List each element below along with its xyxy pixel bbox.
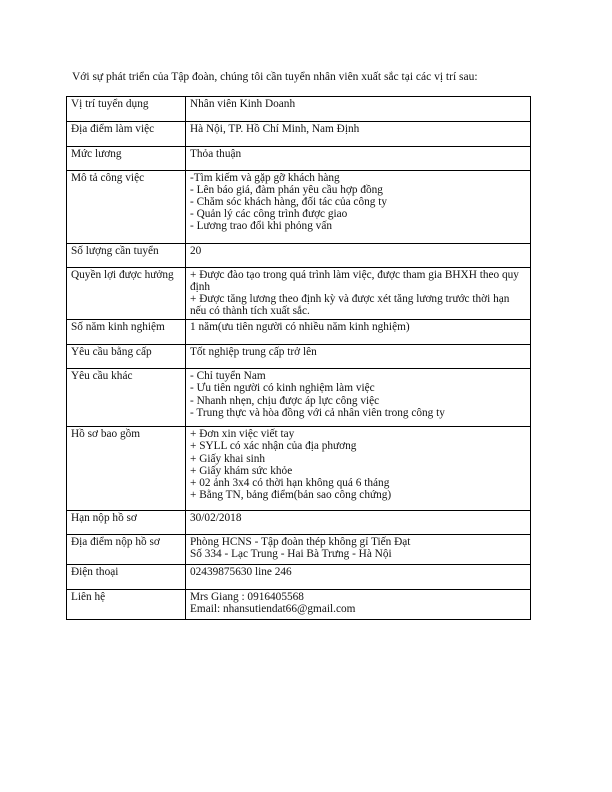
value-line: + Được đào tạo trong quá trình làm việc, được tham gia BHXH theo quy định	[190, 269, 519, 294]
row-value	[186, 320, 531, 345]
row-value	[186, 535, 531, 565]
table-row	[67, 97, 531, 122]
table-row	[67, 535, 531, 565]
row-label: Vị trí tuyển dụng	[67, 97, 186, 122]
value-line: Hà Nội, TP. Hồ Chí Minh, Nam Định	[190, 123, 360, 135]
value-line: - Ưu tiên người có kinh nghiệm làm việc	[190, 382, 375, 395]
row-value	[186, 427, 531, 511]
table-row	[67, 369, 531, 427]
value-line: 1 năm(ưu tiên người có nhiều năm kinh nghiệm)	[190, 321, 410, 334]
value-line: + Đơn xin việc viết tay	[190, 428, 295, 441]
row-value	[186, 511, 531, 535]
row-value	[186, 345, 531, 369]
row-label: Hạn nộp hồ sơ	[67, 511, 186, 535]
value-line: 02439875630 line 246	[190, 566, 292, 579]
table-row	[67, 565, 531, 590]
row-label: Số lượng cần tuyển	[67, 244, 186, 268]
table-row	[67, 590, 531, 620]
row-label: Yêu cầu bằng cấp	[67, 345, 186, 369]
value-line: Email: nhansutiendat66@gmail.com	[190, 603, 356, 616]
value-line: + 02 ảnh 3x4 có thời hạn không quá 6 tháng	[190, 476, 390, 489]
value-line: - Lên báo giá, đàm phán yêu cầu hợp đồng	[190, 184, 383, 197]
row-label: Địa điểm làm việc	[67, 122, 186, 147]
row-label: Quyền lợi được hưởng	[67, 268, 186, 320]
table-row	[67, 147, 531, 171]
table-row	[67, 268, 531, 320]
table-row	[67, 171, 531, 244]
value-line: + Được tăng lương theo định kỳ và được xét tăng lương trước thời hạn nếu có thành tích xuất sắc.	[190, 293, 510, 318]
row-label: Yêu cầu khác	[67, 369, 186, 427]
row-value	[186, 147, 531, 171]
value-line: + Giấy khai sinh	[190, 452, 266, 465]
row-value	[186, 268, 531, 320]
value-line: + SYLL có xác nhận của địa phương	[190, 440, 357, 453]
value-line: -Tìm kiếm và gặp gỡ khách hàng	[190, 172, 340, 184]
row-label: Số năm kinh nghiệm	[67, 320, 186, 345]
row-value	[186, 122, 531, 147]
value-line: - Nhanh nhẹn, chịu được áp lực công việc	[190, 394, 380, 407]
row-label: Địa điểm nộp hồ sơ	[67, 535, 186, 565]
value-line: Nhân viên Kinh Doanh	[190, 98, 296, 110]
value-line: - Trung thực và hòa đồng với cả nhân viên trong công ty	[190, 406, 445, 419]
row-value	[186, 590, 531, 620]
table-row	[67, 320, 531, 345]
value-line: Mrs Giang : 0916405568	[190, 591, 304, 604]
row-label: Mức lương	[67, 147, 186, 171]
row-value	[186, 97, 531, 122]
value-line: - Chăm sóc khách hàng, đối tác của công ty	[190, 196, 388, 209]
value-line: Số 334 - Lạc Trung - Hai Bà Trưng - Hà Nội	[190, 548, 392, 561]
table-row	[67, 122, 531, 147]
table-row	[67, 511, 531, 535]
row-value	[186, 171, 531, 244]
table-row	[67, 244, 531, 268]
value-line: + Giấy khám sức khỏe	[190, 464, 293, 477]
table-row	[67, 427, 531, 511]
intro-text: Với sự phát triển của Tập đoàn, chúng tôi cần tuyển nhân viên xuất sắc tại các vị trí sau:	[72, 71, 478, 83]
value-line: - Quản lý các công trình được giao	[190, 208, 348, 221]
row-value	[186, 369, 531, 427]
value-line: - Lương trao đổi khi phỏng vấn	[190, 220, 332, 233]
value-line: - Chỉ tuyển Nam	[190, 370, 266, 383]
value-line: 20	[190, 245, 202, 257]
value-line: Tốt nghiệp trung cấp trở lên	[190, 346, 317, 359]
row-value	[186, 565, 531, 590]
table-row	[67, 345, 531, 369]
value-line: 30/02/2018	[190, 512, 242, 525]
value-line: + Bằng TN, bảng điểm(bản sao công chứng)	[190, 488, 392, 501]
job-details-table	[66, 96, 531, 620]
row-label: Điện thoại	[67, 565, 186, 590]
row-label: Mô tả công việc	[67, 171, 186, 244]
value-line: Phòng HCNS - Tập đoàn thép không gỉ Tiến Đạt	[190, 536, 411, 549]
row-value	[186, 244, 531, 268]
row-label: Hồ sơ bao gồm	[67, 427, 186, 511]
row-label: Liên hệ	[67, 590, 186, 620]
value-line: Thỏa thuận	[190, 148, 242, 160]
